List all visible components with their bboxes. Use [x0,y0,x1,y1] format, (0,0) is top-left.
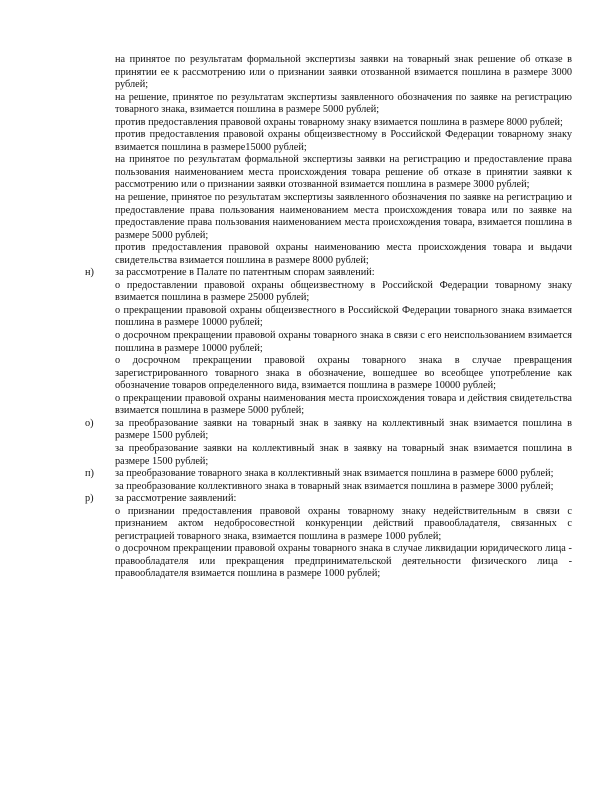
clause-body [115,267,572,418]
paragraph: о прекращении правовой охраны общеизвестного в Российской Федерации товарного знака взимается пошлина в размере 10000 рублей; [115,304,572,329]
paragraph: за преобразование заявки на коллективный знак в заявку на товарный знак взимается пошлина в размере 1500 рублей; [115,442,572,467]
paragraph: о прекращении правовой охраны наименования места происхождения товара и действия свидетельства взимается пошлина в размере 5000 рублей; [115,392,572,417]
paragraph: на принятое по результатам формальной экспертизы заявки на регистрацию и предоставление права пользования наименованием места происхождения товара решение об отказе в принятии заявки к рассмотрению или о признании заявки отозванной взимается пошлина в размере 3000 рублей; [115,154,572,191]
paragraph: о досрочном прекращении правовой охраны товарного знака в связи с его неиспользованием взимается пошлина в размере 10000 рублей; [115,330,572,354]
paragraph: о досрочном прекращении правовой охраны товарного знака в случае превращения зарегистрированного товарного знака в обозначение, вошедшее во всеобщее употребление как обозначение товаров определенного вида, взимается пошлина в размере 10000 рублей; [115,355,572,392]
clause-label: р) [85,493,94,505]
clause-p [85,468,572,493]
document-body [85,54,572,581]
paragraph: против предоставления правовой охраны общеизвестному в Российской Федерации товарному знаку взимается пошлина в размере15000 рублей; [115,129,572,153]
paragraph: за рассмотрение заявлений: [115,493,237,505]
paragraph: о досрочном прекращении правовой охраны товарного знака в случае ликвидации юридического лица - правообладателя или прекращения предпринимательской деятельности физического лица - правообладателя взимается пошлина в размере 1000 рублей; [115,543,572,580]
clause-label: п) [85,468,94,480]
paragraph: на решение, принятое по результатам экспертизы заявленного обозначения по заявке на регистрацию товарного знака, взимается пошлина в размере 5000 рублей; [115,91,572,116]
clause-r [85,493,572,581]
clause-n [85,267,572,418]
clause-body [115,493,572,581]
clause-body [115,54,572,267]
paragraph: за преобразование коллективного знака в товарный знак взимается пошлина в размере 3000 рублей; [115,480,554,492]
paragraph: на решение, принятое по результатам экспертизы заявленного обозначения по заявке на регистрацию и предоставление права пользования наименованием места происхождения товара или по заявке на предоставление права пользования наименованием места происхождения товара, взимается пошлина в размере 5000 рублей; [115,192,572,241]
paragraph: о признании предоставления правовой охраны товарному знаку недействительным в связи с признанием актом недобросовестной конкуренции действий правообладателя, связанных с регистрацией товарного знака, взимается пошлина в размере 1000 рублей; [115,505,572,542]
clause-body [115,468,572,493]
clause-continuation [85,54,572,267]
paragraph: о предоставлении правовой охраны общеизвестному в Российской Федерации товарному знаку взимается пошлина в размере 25000 рублей; [115,279,572,304]
clause-o [85,418,572,468]
paragraph: на принятое по результатам формальной экспертизы заявки на товарный знак решение об отказе в принятии ее к рассмотрению или о признании заявки отозванной взимается пошлина в размере 3000 рублей; [115,54,572,91]
clause-label: о) [85,417,94,429]
paragraph: против предоставления правовой охраны наименованию места происхождения товара и выдачи свидетельства взимается пошлина в размере 8000 рублей; [115,242,572,266]
clause-body [115,418,572,468]
paragraph: за рассмотрение в Палате по патентным спорам заявлений: [115,267,375,279]
paragraph: против предоставления правовой охраны товарному знаку взимается пошлина в размере 8000 рублей; [115,116,563,128]
clause-label [85,54,115,267]
paragraph: за преобразование товарного знака в коллективный знак взимается пошлина в размере 6000 рублей; [115,468,554,480]
paragraph: за преобразование заявки на товарный знак в заявку на коллективный знак взимается пошлина в размере 1500 рублей; [115,417,572,442]
clause-label: н) [85,267,94,279]
